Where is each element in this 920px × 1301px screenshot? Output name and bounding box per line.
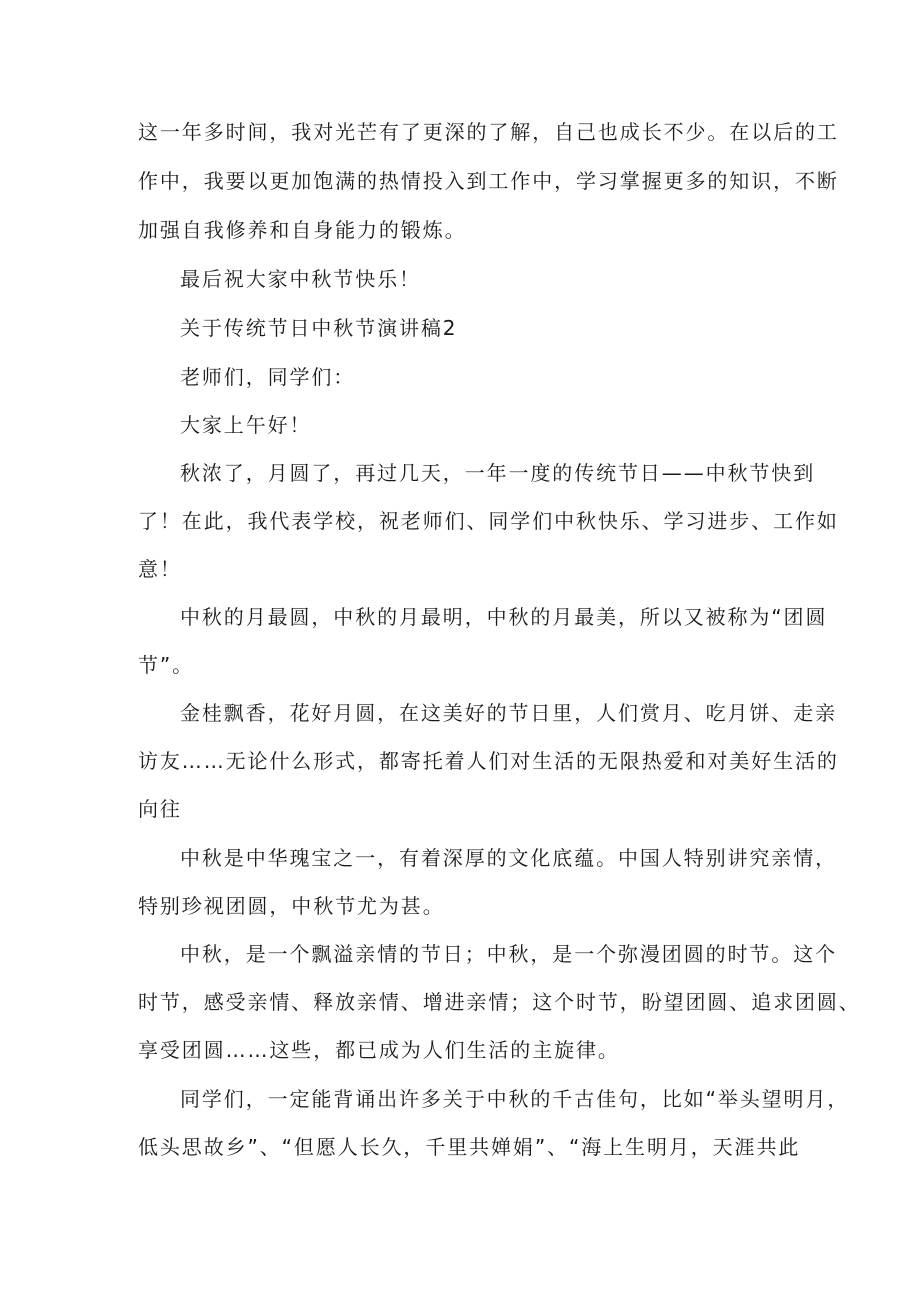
text-line: 关于传统节日中秋节演讲稿2 <box>180 316 458 340</box>
text-line: 意！ <box>138 557 182 581</box>
text-line: 向往 <box>138 797 182 821</box>
text-line: 金桂飘香，花好月圆，在这美好的节日里，人们赏月、吃月饼、走亲 <box>180 701 837 725</box>
text-line: 最后祝大家中秋节快乐！ <box>180 267 421 291</box>
text-line: 享受团圆……这些，都已成为人们生活的主旋律。 <box>138 1038 620 1062</box>
text-line: 了！在此，我代表学校，祝老师们、同学们中秋快乐、学习进步、工作如 <box>138 509 839 533</box>
text-line: 中秋，是一个飘溢亲情的节日；中秋，是一个弥漫团圆的时节。这个 <box>180 942 837 966</box>
text-line: 访友……无论什么形式，都寄托着人们对生活的无限热爱和对美好生活的 <box>138 749 839 773</box>
text-line: 特别珍视团圆，中秋节尤为甚。 <box>138 894 445 918</box>
text-line: 中秋是中华瑰宝之一，有着深厚的文化底蕴。中国人特别讲究亲情， <box>180 846 837 870</box>
text-line: 时节，感受亲情、释放亲情、增进亲情；这个时节，盼望团圆、追求团圆、 <box>138 990 861 1014</box>
text-line: 大家上午好！ <box>180 413 312 437</box>
text-line: 低头思故乡”、“但愿人长久，千里共婵娟”、“海上生明月，天涯共此 <box>138 1135 801 1159</box>
text-line: 中秋的月最圆，中秋的月最明，中秋的月最美，所以又被称为“团圆 <box>180 605 828 629</box>
text-line: 这一年多时间，我对光芒有了更深的了解，自己也成长不少。在以后的工 <box>138 120 839 144</box>
text-line: 老师们，同学们： <box>180 365 356 389</box>
text-line: 同学们，一定能背诵出许多关于中秋的千古佳句，比如“举头望明月， <box>180 1087 850 1111</box>
text-line: 加强自我修养和自身能力的锻炼。 <box>138 218 467 242</box>
text-line: 节”。 <box>138 653 195 677</box>
text-line: 秋浓了，月圆了，再过几天，一年一度的传统节日——中秋节快到 <box>180 461 816 485</box>
text-line: 作中，我要以更加饱满的热情投入到工作中，学习掌握更多的知识，不断 <box>138 169 839 193</box>
